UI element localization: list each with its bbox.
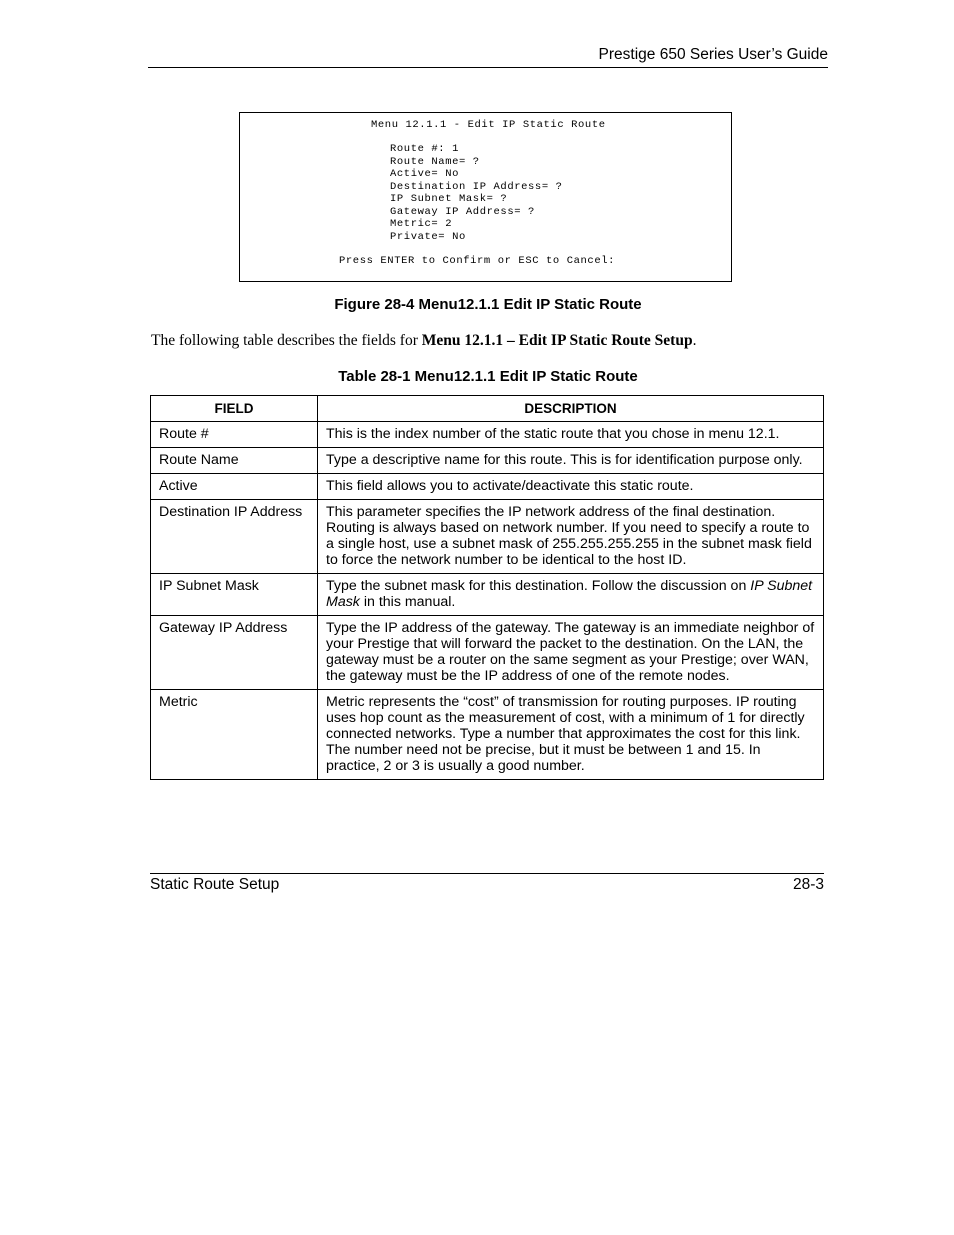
running-footer xyxy=(150,873,824,894)
description-cell: This field allows you to activate/deactivate this static route. xyxy=(318,474,824,500)
description-cell: Type the IP address of the gateway. The gateway is an immediate neighbor of your Prestige that will forward the packet to the destination. On the LAN, the gateway must be a router on the same segment as your Prestige; over WAN, the gateway must be the IP address of one of the remote nodes. xyxy=(318,616,824,690)
description-text: Type the subnet mask for this destination. Follow the discussion on xyxy=(326,578,751,594)
terminal-field-metric: Metric= 2 xyxy=(390,218,453,230)
table-row xyxy=(151,574,824,616)
terminal-title: Menu 12.1.1 - Edit IP Static Route xyxy=(371,119,606,131)
table-header-row xyxy=(151,396,824,422)
intro-period: . xyxy=(692,332,697,349)
table-row xyxy=(151,422,824,448)
terminal-field-route-name: Route Name= ? xyxy=(390,155,480,168)
terminal-field-active: Active= No xyxy=(390,168,460,180)
guide-title: Prestige 650 Series User’s Guide xyxy=(598,46,828,63)
description-cell: This parameter specifies the IP network address of the final destination. Routing is always based on network number. If you need to specify a route to a single host, use a subnet mask of 255.255.255.255 in the subnet mask field to force the network number to be identical to the host ID. xyxy=(318,500,824,574)
field-cell: IP Subnet Mask xyxy=(151,574,318,616)
table-row xyxy=(151,690,824,780)
field-cell: Gateway IP Address xyxy=(151,616,318,690)
description-text-end: in this manual. xyxy=(359,594,456,610)
description-cell: This is the index number of the static route that you chose in menu 12.1. xyxy=(318,422,824,448)
footer-page-number: 28-3 xyxy=(792,876,824,893)
running-header xyxy=(148,46,828,68)
terminal-field-route-number: Route #: 1 xyxy=(390,143,460,155)
field-cell: Route Name xyxy=(151,448,318,474)
description-cell: Metric represents the “cost” of transmission for routing purposes. IP routing uses hop count as the measurement of cost, with a minimum of 1 for directly connected networks. Type a number that approximates the cost for this link. The number need not be precise, but it must be between 1 and 15. In practice, 2 or 3 is usually a good number. xyxy=(318,690,824,780)
field-cell: Metric xyxy=(151,690,318,780)
intro-menu-name: Menu 12.1.1 – Edit IP Static Route Setup xyxy=(421,332,693,349)
intro-text: The following table describes the fields for xyxy=(151,332,422,349)
description-italic-reference: IP Subnet Mask xyxy=(326,578,813,610)
figure-caption: Figure 28-4 Menu12.1.1 Edit IP Static Route xyxy=(334,296,642,313)
table-row xyxy=(151,448,824,474)
intro-paragraph xyxy=(151,332,831,350)
field-cell: Destination IP Address xyxy=(151,500,318,574)
field-cell: Route # xyxy=(151,422,318,448)
terminal-prompt: Press ENTER to Confirm or ESC to Cancel: xyxy=(339,255,616,267)
terminal-field-private: Private= No xyxy=(390,230,466,243)
field-description-table xyxy=(150,395,824,780)
terminal-field-destination-ip: Destination IP Address= ? xyxy=(390,180,563,193)
footer-section: Static Route Setup xyxy=(150,876,280,893)
description-cell xyxy=(318,574,824,616)
header-field: FIELD xyxy=(151,396,318,422)
table-caption: Table 28-1 Menu12.1.1 Edit IP Static Route xyxy=(338,368,638,385)
table-row xyxy=(151,616,824,690)
description-cell: Type a descriptive name for this route. This is for identification purpose only. xyxy=(318,448,824,474)
table-row xyxy=(151,474,824,500)
field-cell: Active xyxy=(151,474,318,500)
table-row xyxy=(151,500,824,574)
terminal-screen xyxy=(239,112,732,282)
terminal-field-subnet-mask: IP Subnet Mask= ? xyxy=(390,193,508,205)
terminal-field-gateway-ip: Gateway IP Address= ? xyxy=(390,205,535,218)
header-description: DESCRIPTION xyxy=(318,396,824,422)
